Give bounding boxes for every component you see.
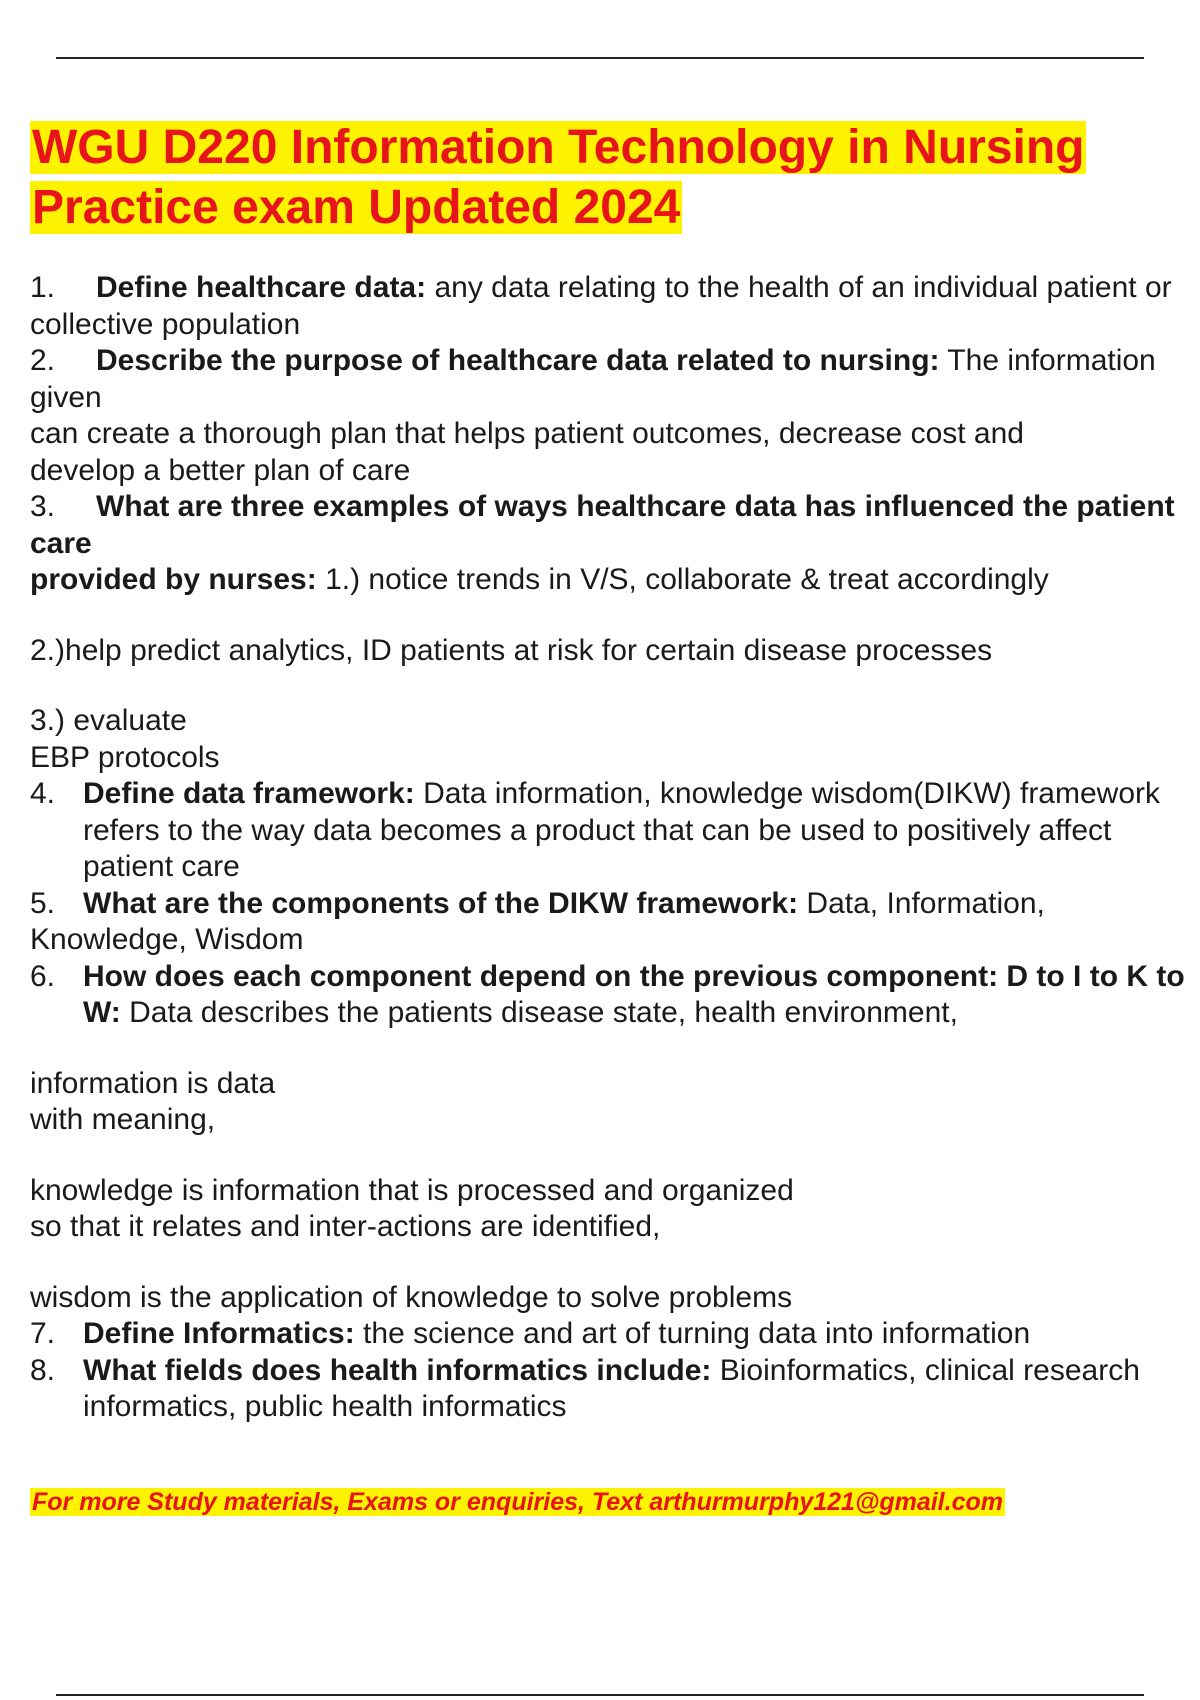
question-6-answer: Data describes the patients disease state, health environment, (120, 996, 958, 1029)
question-6-answer-c: wisdom is the application of knowledge to solve problems (30, 1280, 793, 1314)
question-8-text: What fields does health informatics include: (83, 1353, 712, 1387)
question-4-answer: Data information, knowledge wisdom(DIKW) framework refers to the way data becomes a product that can be used to positively affect patient care (83, 777, 1161, 883)
title-line-1: WGU D220 Information Technology in Nursing (32, 121, 1085, 174)
document-body (30, 270, 1190, 1426)
question-1-answer: any data relating to the health of an individual patient or collective population (30, 271, 1172, 341)
title-line-2: Practice exam Updated 2024 (32, 181, 681, 234)
footer-contact-note (30, 1486, 1005, 1518)
document-title (30, 118, 1190, 238)
question-2-answer-cont-2: develop a better plan of care (30, 453, 411, 487)
question-7-number: 7. (30, 1317, 56, 1350)
question-5-answer-cont: Knowledge, Wisdom (30, 923, 304, 956)
question-6-number: 6. (30, 959, 56, 993)
top-divider (56, 57, 1144, 59)
question-5-answer: Data, Information, (798, 886, 1045, 920)
question-2-text: Describe the purpose of healthcare data related to nursing: (96, 344, 940, 377)
question-7 (30, 1316, 1190, 1353)
question-6-text: How does each component depend on the previous component: D to I to K to W: (83, 959, 1185, 1029)
question-8 (30, 1353, 1190, 1426)
question-3-answer-1: 1.) notice trends in V/S, collaborate & treat accordingly (316, 563, 1049, 596)
question-3-answer-3a: 3.) evaluate (30, 704, 187, 737)
bottom-divider (56, 1694, 1144, 1696)
question-2 (30, 343, 1190, 416)
question-6-answer-a2: with meaning, (30, 1103, 216, 1136)
question-8-answer: Bioinformatics, clinical research informatics, public health informatics (83, 1353, 1140, 1423)
question-5-text: What are the components of the DIKW framework: (83, 886, 799, 920)
question-3-text-cont: provided by nurses: (30, 563, 317, 596)
question-3 (30, 489, 1190, 562)
question-2-number: 2. (30, 344, 56, 377)
question-4-number: 4. (30, 777, 56, 810)
document-page (30, 118, 1190, 1426)
question-1 (30, 270, 1190, 343)
question-6-answer-a1: information is data (30, 1066, 276, 1100)
question-3-number: 3. (30, 490, 56, 523)
question-4-text: Define data framework: (83, 777, 415, 810)
question-8-number: 8. (30, 1353, 56, 1387)
question-3-line-2 (30, 562, 1190, 599)
question-7-answer: the science and art of turning data into information (354, 1317, 1031, 1350)
question-2-answer-cont-1: can create a thorough plan that helps patient outcomes, decrease cost and (30, 417, 1024, 450)
question-5-number: 5. (30, 886, 56, 920)
question-7-text: Define Informatics: (83, 1317, 355, 1350)
question-4 (30, 776, 1190, 886)
question-6 (30, 959, 1190, 1032)
question-2-answer: The information given (30, 344, 1156, 414)
question-1-text: Define healthcare data: (96, 271, 427, 304)
question-1-number: 1. (30, 271, 56, 304)
question-6-answer-b2: so that it relates and inter-actions are identified, (30, 1210, 661, 1243)
question-5 (30, 886, 1190, 923)
question-6-answer-b1: knowledge is information that is processed and organized (30, 1173, 794, 1207)
question-3-answer-2: 2.)help predict analytics, ID patients at risk for certain disease processes (30, 633, 993, 667)
question-3-answer-3b: EBP protocols (30, 740, 220, 774)
question-3-text: What are three examples of ways healthcare data has influenced the patient care (30, 490, 1175, 560)
footer-text: For more Study materials, Exams or enquiries, Text arthurmurphy121@gmail.com (32, 1488, 1003, 1516)
